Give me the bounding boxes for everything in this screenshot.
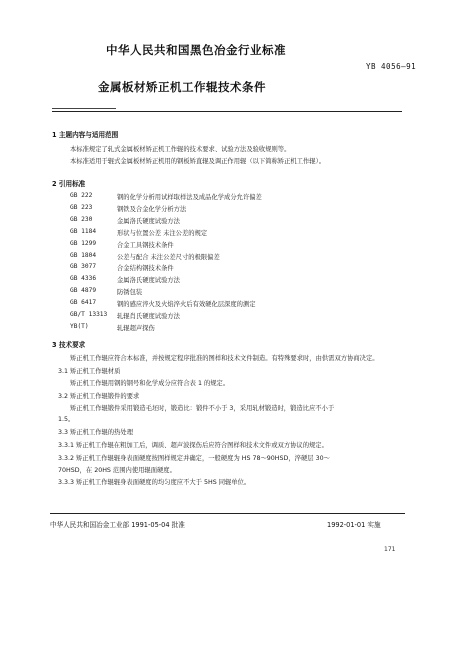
clause-3-2-text: 矫正机工作辊锻件采用锻造毛坯时，锻造比：锻件不小于 3，采用轧材锻造时，锻造比应不小于 — [70, 405, 335, 412]
clause-3-2-heading: 3.2 矫正机工作辊锻件的要求 — [58, 393, 140, 400]
reference-code: GB 1804 — [70, 251, 97, 259]
clause-3-3-1: 3.3.1 矫正机工作辊在粗加工后，调质、超声波探伤后应符合图样和技术文件或双方协议的规定。 — [58, 442, 328, 449]
clause-3-3-2: 3.3.2 矫正机工作辊辊身表面硬度按图样规定并确定，一般硬度为 HS 78～90HSD，淬硬层 30～ — [58, 455, 330, 462]
section-1-para-1: 本标准规定了轧式金属板材矫正机工作辊的技术要求、试验方法及验收规则等。 — [70, 146, 291, 153]
header-rule — [52, 111, 402, 112]
section-3-para: 矫正机工作辊应符合本标准，并按规定程序批准的图样和技术文件制造。有特殊要求时，由供需双方协商决定。 — [70, 355, 379, 362]
document-title: 金属板材矫正机工作辊技术条件 — [98, 80, 266, 94]
clause-3-3-2-cont: 70HSD，在 20HS 范围内使用辊面硬度。 — [58, 467, 176, 474]
reference-code: GB 4879 — [70, 287, 97, 295]
reference-title: 钢的感应淬火及火焰淬火后有效硬化层深度的测定 — [117, 301, 256, 309]
reference-code: GB 222 — [70, 192, 93, 199]
reference-title: 公差与配合 未注公差尺寸的极限偏差 — [117, 253, 220, 261]
reference-code: GB 1299 — [70, 239, 97, 247]
standard-code: YB 4056—91 — [366, 62, 417, 71]
reference-code: GB 1184 — [70, 227, 97, 235]
reference-title: 形状与位置公差 未注公差的规定 — [117, 229, 208, 237]
clause-3-3-3: 3.3.3 矫正机工作辊辊身表面硬度的均匀度应不大于 5HS 同辊单位。 — [58, 479, 251, 486]
reference-title: 金属洛氏硬度试验方法 — [117, 277, 180, 285]
clause-3-1-text: 矫正机工作辊用钢的钢号和化学成分应符合表 1 的规定。 — [70, 380, 230, 387]
reference-code: GB 223 — [70, 203, 93, 211]
reference-title: 金属洛氏硬度试验方法 — [117, 217, 180, 225]
clause-3-1-heading: 3.1 矫正机工作辊材质 — [58, 368, 121, 375]
footer-rule — [50, 513, 405, 514]
reference-code: GB 4336 — [70, 275, 97, 283]
reference-title: 防锈包装 — [117, 289, 143, 297]
reference-title: 钢铁及合金化学分析方法 — [117, 205, 187, 213]
section-2-heading: 2 引用标准 — [52, 180, 86, 188]
section-1-para-2: 本标准适用于辊式金属板材矫正机用的钢板矫直辊及调正作用辊（以下简称矫正机工作辊）。 — [70, 158, 326, 165]
section-3-heading: 3 技术要求 — [52, 341, 86, 349]
issuing-organization: 中华人民共和国黑色冶金行业标准 — [106, 43, 286, 57]
reference-title: 轧辊超声探伤 — [117, 324, 155, 332]
reference-title: 钢的化学分析用试样取样法及成品化学成分允许偏差 — [117, 194, 262, 201]
reference-code: GB 6417 — [70, 299, 97, 307]
effective-date: 1992-01-01 实施 — [327, 521, 381, 529]
reference-code: YB(T) — [70, 322, 89, 330]
reference-title: 轧辊肖氏硬度试验方法 — [117, 313, 180, 320]
clause-3-3-heading: 3.3 矫正机工作辊的热处理 — [58, 429, 133, 436]
reference-code: GB 230 — [70, 215, 93, 223]
reference-title: 合金结构钢技术条件 — [117, 265, 174, 273]
reference-code: GB 3077 — [70, 263, 97, 271]
header-rule-short — [52, 108, 116, 109]
reference-title: 合金工具钢技术条件 — [117, 241, 174, 249]
section-1-heading: 1 主题内容与适用范围 — [52, 131, 119, 139]
clause-3-2-text-cont: 1.5。 — [58, 416, 75, 423]
approval-line: 中华人民共和国冶金工业部 1991-05-04 批准 — [50, 521, 185, 529]
reference-code: GB/T 13313 — [70, 311, 108, 318]
page-number: 171 — [384, 546, 396, 553]
